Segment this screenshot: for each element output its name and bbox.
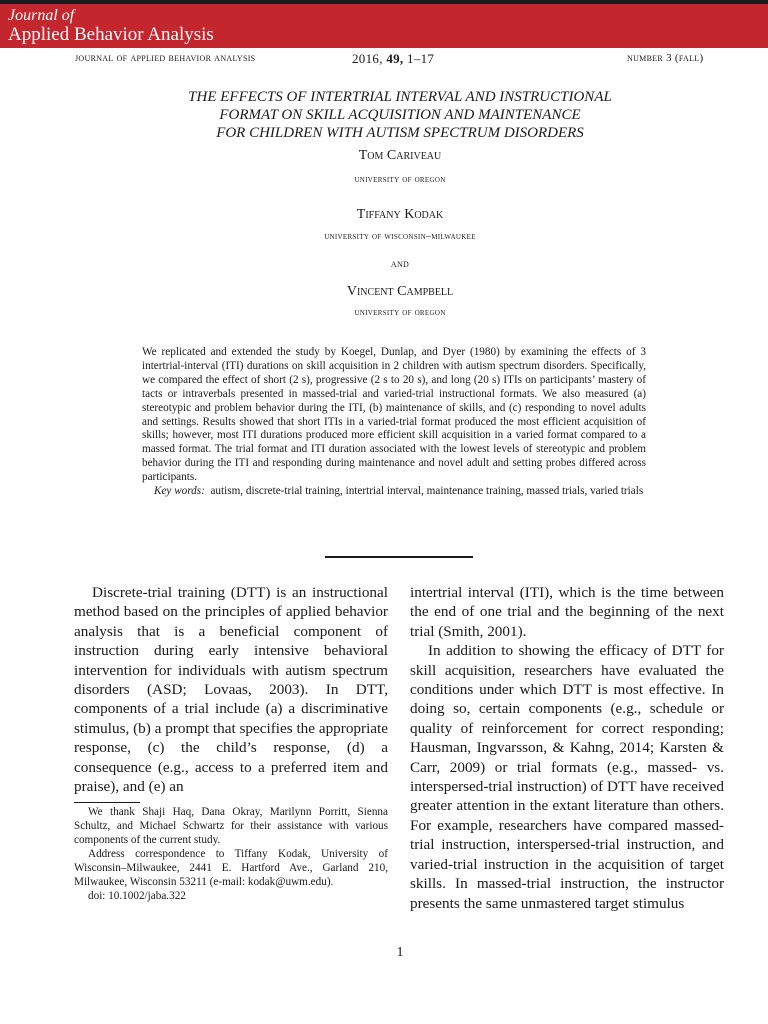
body-column-right — [410, 583, 724, 913]
footnote-doi: doi: 10.1002/jaba.322 — [88, 890, 186, 902]
abstract — [142, 346, 646, 499]
running-head-citation: 2016, 49, 1–17 — [352, 51, 435, 66]
author-name: Tiffany Kodak — [356, 207, 444, 222]
author-affiliation: university of wisconsin–milwaukee — [324, 231, 476, 242]
abstract-text: We replicated and extended the study by Koegel, Dunlap, and Dyer (1980) by examining the effects of 3 intertrial-interval (ITI) durations on skill acquisition in 2 children with autism spectrum disorders. Specifically, we compared the effect of short (2 s), progressive (2 s to 20 s), and long (20 s) ITIs on participants’ mastery of tacts or intraverbals presented in massed-trial and varied-trial instructional formats. We also measured (a) stereotypic and problem behavior during the ITI, (b) maintenance of skills, and (c) responding to novel adults and settings. Results showed that short ITIs in a varied-trial format produced the most efficient acquisition of skills; however, most ITI durations produced more efficient skill acquisition in a varied format compared to a massed format. The trial format and ITI duration associated with the lowest levels of stereotypic and problem behavior during the ITI and responding during maintenance and novel adult and setting probes differed across participants. — [142, 346, 646, 484]
author-affiliation: university of oregon — [354, 174, 446, 185]
journal-logo-line1: Journal of — [8, 7, 75, 24]
author-name: Vincent Campbell — [346, 284, 454, 299]
body-paragraph: Discrete-trial training (DTT) is an instructional method based on the principles of applied behavior analysis that is a beneficial component of instruction during early intensive behavioral intervention for individuals with autism spectrum disorders (ASD; Lovaas, 2003). In DTT, components of a trial include (a) a discriminative stimulus, (b) a prompt that specifies the appropriate response, (c) the child’s response, (d) a consequence (e.g., access to a preferred item and praise), and (e) an — [74, 584, 388, 796]
author-affiliation: university of oregon — [354, 307, 446, 318]
page-number: 1 — [396, 945, 404, 960]
journal-banner — [0, 4, 768, 48]
keywords-list: autism, discrete-trial training, intertrial interval, maintenance training, massed trials, varied trials — [210, 485, 644, 498]
running-head-issue: number 3 (fall) — [627, 52, 704, 64]
section-divider — [325, 556, 473, 558]
keywords-label: Key words: — [154, 485, 205, 498]
footnotes — [74, 805, 388, 903]
running-head-journal: journal of applied behavior analysis — [75, 52, 256, 64]
footnote-acknowledgment: We thank Shaji Haq, Dana Okray, Marilynn Porritt, Sienna Schultz, and Michael Schwartz for their assistance with various components of the current study. — [74, 806, 388, 846]
article-title: THE EFFECTS OF INTERTRIAL INTERVAL AND INSTRUCTIONAL FORMAT ON SKILL ACQUISITION AND MAINTENANCE FOR CHILDREN WITH AUTISM SPECTRUM DISORDERS — [188, 89, 612, 141]
body-paragraph: In addition to showing the efficacy of DTT for skill acquisition, researchers have evaluated the conditions under which DTT is most effective. In doing so, certain components (e.g., schedule or quality of reinforcement for correct responding; Hausman, Ingvarsson, & Kahng, 2014; Karsten & Carr, 2009) or trial formats (e.g., massed- vs. interspersed-trial instruction) of DTT have received greater attention in the extant literature than others. For example, researchers have compared massed-trial instruction, interspersed-trial instruction, and varied-trial instruction in the acquisition of target skills. In massed-trial instruction, the instructor presents the same unmastered target stimulus — [410, 642, 724, 912]
body-paragraph: intertrial interval (ITI), which is the time between the end of one trial and the beginning of the next trial (Smith, 2001). — [410, 584, 724, 640]
author-name: Tom Cariveau — [358, 148, 442, 163]
journal-logo-line2: Applied Behavior Analysis — [8, 24, 214, 45]
author-separator: and — [390, 258, 410, 270]
body-column-left — [74, 583, 388, 796]
keywords — [142, 485, 646, 499]
footnote-address: Address correspondence to Tiffany Kodak, University of Wisconsin–Milwaukee, 2441 E. Hartford Ave., Garland 210, Milwaukee, Wisconsin 53211 (e-mail: kodak@uwm.edu). — [74, 848, 388, 888]
footnote-rule — [74, 802, 140, 803]
